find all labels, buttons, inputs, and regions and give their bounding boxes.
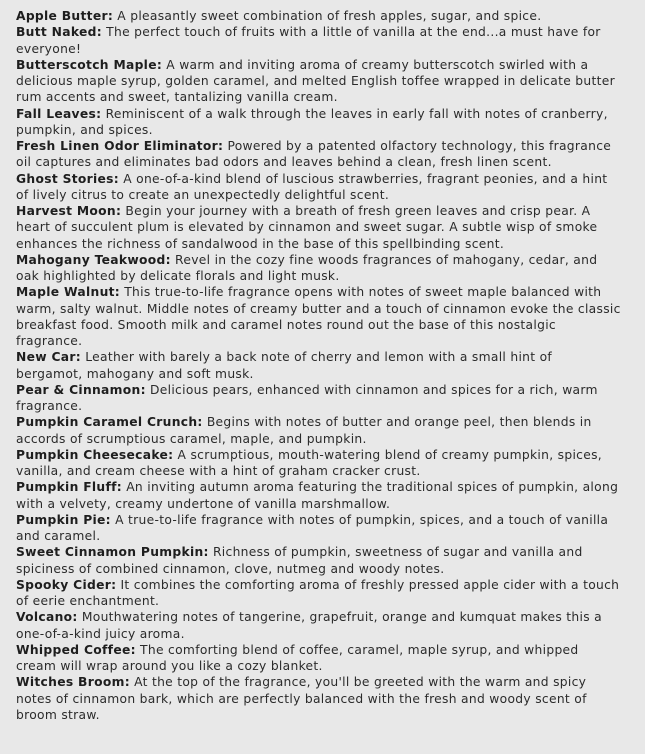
fragrance-description: Leather with barely a back note of cherry and lemon with a small hint of bergamot, mahogany and soft musk. bbox=[16, 350, 553, 381]
fragrance-name: Witches Broom: bbox=[16, 675, 130, 690]
fragrance-entry bbox=[16, 106, 622, 139]
fragrance-name: Butt Naked: bbox=[16, 25, 102, 40]
fragrance-entry bbox=[16, 138, 622, 171]
fragrance-name: Fall Leaves: bbox=[16, 106, 102, 121]
fragrance-description: Mouthwatering notes of tangerine, grapefruit, orange and kumquat makes this a one-of-a-kind juicy aroma. bbox=[16, 610, 602, 641]
fragrance-description: An inviting autumn aroma featuring the traditional spices of pumpkin, along with a velvety, creamy undertone of vanilla marshmallow. bbox=[16, 480, 619, 511]
fragrance-entry bbox=[16, 479, 622, 512]
fragrance-entry bbox=[16, 544, 622, 577]
fragrance-description: It combines the comforting aroma of freshly pressed apple cider with a touch of eerie enchantment. bbox=[16, 577, 620, 608]
fragrance-name: Pumpkin Pie: bbox=[16, 512, 111, 527]
fragrance-description: Delicious pears, enhanced with cinnamon and spices for a rich, warm fragrance. bbox=[16, 382, 598, 413]
fragrance-description: Reminiscent of a walk through the leaves in early fall with notes of cranberry, pumpkin, and spices. bbox=[16, 106, 608, 137]
fragrance-description: The comforting blend of coffee, caramel, maple syrup, and whipped cream will wrap around you like a cozy blanket. bbox=[16, 642, 579, 673]
fragrance-name: Mahogany Teakwood: bbox=[16, 252, 171, 267]
fragrance-description: Richness of pumpkin, sweetness of sugar and vanilla and spiciness of combined cinnamon, clove, nutmeg and woody notes. bbox=[16, 545, 583, 576]
fragrance-description: A pleasantly sweet combination of fresh apples, sugar, and spice. bbox=[113, 9, 542, 23]
fragrance-entry bbox=[16, 577, 622, 610]
fragrance-name: Sweet Cinnamon Pumpkin: bbox=[16, 545, 209, 560]
fragrance-description: Begins with notes of butter and orange peel, then blends in accords of scrumptious caramel, maple, and pumpkin. bbox=[16, 415, 592, 446]
fragrance-name: Pumpkin Cheesecake: bbox=[16, 447, 174, 462]
fragrance-entry bbox=[16, 203, 622, 252]
fragrance-entry bbox=[16, 447, 622, 480]
fragrance-description: Begin your journey with a breath of fresh green leaves and crisp pear. A heart of succulent plum is elevated by cinnamon and sweet sugar. A subtle wisp of smoke enhances the richness of sandalwood in the base of this spellbinding scent. bbox=[16, 204, 598, 251]
fragrance-entry bbox=[16, 382, 622, 415]
fragrance-entry bbox=[16, 642, 622, 675]
fragrance-name: Fresh Linen Odor Eliminator: bbox=[16, 139, 224, 153]
fragrance-entry bbox=[16, 57, 622, 106]
fragrance-name: New Car: bbox=[16, 350, 81, 365]
fragrance-name: Volcano: bbox=[16, 610, 78, 625]
fragrance-entry bbox=[16, 171, 622, 204]
fragrance-entry bbox=[16, 24, 622, 57]
fragrance-description: The perfect touch of fruits with a little of vanilla at the end...a must have for everyone! bbox=[16, 25, 601, 56]
fragrance-name: Harvest Moon: bbox=[16, 204, 122, 218]
fragrance-description: A one-of-a-kind blend of luscious strawberries, fragrant peonies, and a hint of lively citrus to create an unexpectedly delightful scent. bbox=[16, 171, 608, 202]
fragrance-name: Maple Walnut: bbox=[16, 285, 121, 300]
fragrance-entry bbox=[16, 349, 622, 382]
fragrance-entry bbox=[16, 252, 622, 285]
fragrance-description: This true-to-life fragrance opens with notes of sweet maple balanced with warm, salty walnut. Middle notes of creamy butter and a touch of cinnamon evoke the classic breakfast food. Smooth milk and caramel notes round out the base of this nostalgic fragrance. bbox=[16, 285, 621, 348]
fragrance-entry bbox=[16, 609, 622, 642]
fragrance-name: Spooky Cider: bbox=[16, 577, 117, 592]
fragrance-name: Apple Butter: bbox=[16, 9, 114, 23]
fragrance-entry bbox=[16, 674, 622, 723]
fragrance-description: At the top of the fragrance, you'll be greeted with the warm and spicy notes of cinnamon bark, which are perfectly balanced with the fresh and woody scent of broom straw. bbox=[16, 675, 587, 722]
fragrance-description: A true-to-life fragrance with notes of pumpkin, spices, and a touch of vanilla and caramel. bbox=[16, 512, 609, 543]
fragrance-description: A scrumptious, mouth-watering blend of creamy pumpkin, spices, vanilla, and cream cheese with a hint of graham cracker crust. bbox=[16, 447, 603, 478]
fragrance-entry bbox=[16, 512, 622, 545]
fragrance-name: Pear & Cinnamon: bbox=[16, 382, 146, 397]
fragrance-entry bbox=[16, 414, 622, 447]
fragrance-name: Butterscotch Maple: bbox=[16, 57, 163, 72]
fragrance-list bbox=[16, 8, 622, 723]
fragrance-description: Powered by a patented olfactory technology, this fragrance oil captures and eliminates bad odors and leaves behind a clean, fresh linen scent. bbox=[16, 139, 612, 170]
fragrance-entry bbox=[16, 8, 622, 24]
fragrance-name: Whipped Coffee: bbox=[16, 642, 136, 657]
fragrance-description: A warm and inviting aroma of creamy butterscotch swirled with a delicious maple syrup, golden caramel, and melted English toffee wrapped in delicate butter rum accents and sweet, tantalizing vanilla cream. bbox=[16, 57, 615, 105]
fragrance-description: Revel in the cozy fine woods fragrances of mahogany, cedar, and oak highlighted by delicate florals and light musk. bbox=[16, 252, 598, 283]
fragrance-name: Pumpkin Caramel Crunch: bbox=[16, 415, 203, 430]
fragrance-name: Ghost Stories: bbox=[16, 171, 120, 186]
fragrance-name: Pumpkin Fluff: bbox=[16, 480, 122, 495]
fragrance-entry bbox=[16, 284, 622, 349]
